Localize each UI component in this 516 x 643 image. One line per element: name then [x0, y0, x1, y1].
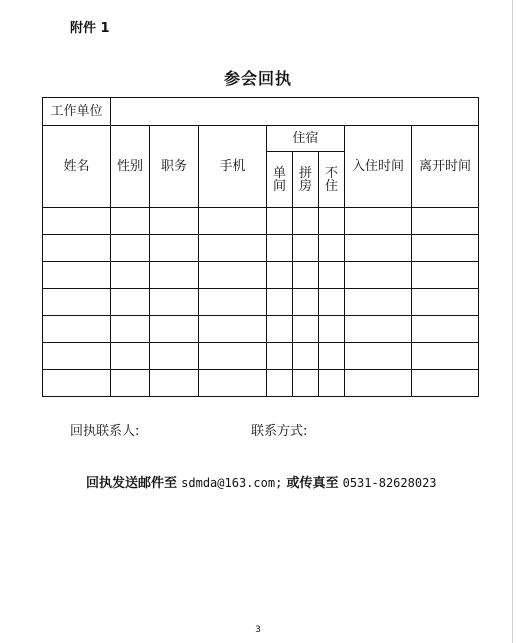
table-cell[interactable]: [43, 262, 111, 289]
table-cell[interactable]: [111, 208, 150, 235]
table-cell[interactable]: [43, 370, 111, 397]
table-cell[interactable]: [267, 235, 293, 262]
table-cell[interactable]: [319, 208, 345, 235]
table-cell[interactable]: [111, 289, 150, 316]
table-cell[interactable]: [412, 370, 479, 397]
table-cell[interactable]: [267, 343, 293, 370]
table-cell[interactable]: [43, 235, 111, 262]
table-cell[interactable]: [293, 370, 319, 397]
table-cell[interactable]: [345, 208, 412, 235]
table-cell[interactable]: [319, 262, 345, 289]
table-cell[interactable]: [111, 343, 150, 370]
single-room-char-2: 间: [272, 178, 286, 194]
table-cell[interactable]: [267, 316, 293, 343]
position-header: 职务: [150, 126, 199, 208]
table-cell[interactable]: [199, 343, 267, 370]
table-cell[interactable]: [199, 208, 267, 235]
not-staying-header: [319, 152, 345, 208]
table-cell[interactable]: [199, 316, 267, 343]
shared-room-char-2: 房: [298, 178, 312, 194]
table-cell[interactable]: [319, 343, 345, 370]
registration-table: [42, 97, 479, 397]
table-row: [43, 208, 479, 235]
contact-person-label: 回执联系人:: [70, 424, 140, 439]
submission-connector: 或传真至: [286, 476, 339, 491]
table-row: [43, 235, 479, 262]
work-unit-field[interactable]: [111, 98, 479, 126]
table-cell[interactable]: [412, 235, 479, 262]
table-cell[interactable]: [199, 235, 267, 262]
table-cell[interactable]: [150, 289, 199, 316]
table-cell[interactable]: [43, 343, 111, 370]
table-cell[interactable]: [150, 208, 199, 235]
submission-email: sdmda@163.com;: [181, 476, 283, 490]
table-cell[interactable]: [150, 262, 199, 289]
submission-prefix: 回执发送邮件至: [86, 476, 178, 491]
table-cell[interactable]: [345, 235, 412, 262]
phone-header: 手机: [199, 126, 267, 208]
table-cell[interactable]: [319, 289, 345, 316]
table-cell[interactable]: [199, 370, 267, 397]
table-cell[interactable]: [345, 370, 412, 397]
table-row: [43, 370, 479, 397]
work-unit-label: 工作单位: [43, 98, 111, 126]
lodging-header: 住宿: [267, 126, 345, 152]
table-cell[interactable]: [111, 316, 150, 343]
table-cell[interactable]: [412, 316, 479, 343]
gender-header: 性别: [111, 126, 150, 208]
table-cell[interactable]: [412, 262, 479, 289]
table-cell[interactable]: [293, 235, 319, 262]
table-cell[interactable]: [150, 343, 199, 370]
table-cell[interactable]: [412, 208, 479, 235]
table-cell[interactable]: [345, 343, 412, 370]
table-cell[interactable]: [199, 262, 267, 289]
table-cell[interactable]: [293, 316, 319, 343]
table-row: [43, 289, 479, 316]
single-room-header: [267, 152, 293, 208]
not-staying-char-1: 不: [324, 165, 338, 181]
attachment-label: 附件 1: [70, 21, 110, 36]
table-cell[interactable]: [345, 289, 412, 316]
table-cell[interactable]: [319, 370, 345, 397]
table-cell[interactable]: [43, 208, 111, 235]
table-cell[interactable]: [111, 262, 150, 289]
submission-notice: [86, 472, 437, 491]
table-cell[interactable]: [319, 235, 345, 262]
table-cell[interactable]: [43, 316, 111, 343]
table-cell[interactable]: [293, 343, 319, 370]
table-cell[interactable]: [345, 262, 412, 289]
page-number: 3: [255, 625, 261, 635]
table-cell[interactable]: [111, 235, 150, 262]
page-edge: [512, 0, 513, 643]
table-cell[interactable]: [267, 262, 293, 289]
table-row: [43, 316, 479, 343]
table-cell[interactable]: [412, 343, 479, 370]
table-cell[interactable]: [293, 208, 319, 235]
shared-room-char-1: 拼: [298, 165, 312, 181]
table-cell[interactable]: [293, 289, 319, 316]
table-body: [43, 208, 479, 397]
document-title: 参会回执: [223, 69, 292, 88]
table-cell[interactable]: [319, 316, 345, 343]
table-cell[interactable]: [150, 370, 199, 397]
name-header: 姓名: [43, 126, 111, 208]
table-cell[interactable]: [293, 262, 319, 289]
check-in-header: 入住时间: [345, 126, 412, 208]
submission-fax: 0531-82628023: [342, 476, 437, 490]
table-cell[interactable]: [199, 289, 267, 316]
table-cell[interactable]: [267, 289, 293, 316]
contact-method-label: 联系方式:: [251, 424, 308, 439]
not-staying-char-2: 住: [324, 178, 338, 194]
single-room-char-1: 单: [272, 165, 286, 181]
check-out-header: 离开时间: [412, 126, 479, 208]
table-cell[interactable]: [43, 289, 111, 316]
table-cell[interactable]: [150, 235, 199, 262]
table-cell[interactable]: [111, 370, 150, 397]
table-cell[interactable]: [267, 370, 293, 397]
table-cell[interactable]: [267, 208, 293, 235]
table-cell[interactable]: [345, 316, 412, 343]
table-cell[interactable]: [412, 289, 479, 316]
table-cell[interactable]: [150, 316, 199, 343]
table-row: [43, 262, 479, 289]
table-row: [43, 343, 479, 370]
shared-room-header: [293, 152, 319, 208]
